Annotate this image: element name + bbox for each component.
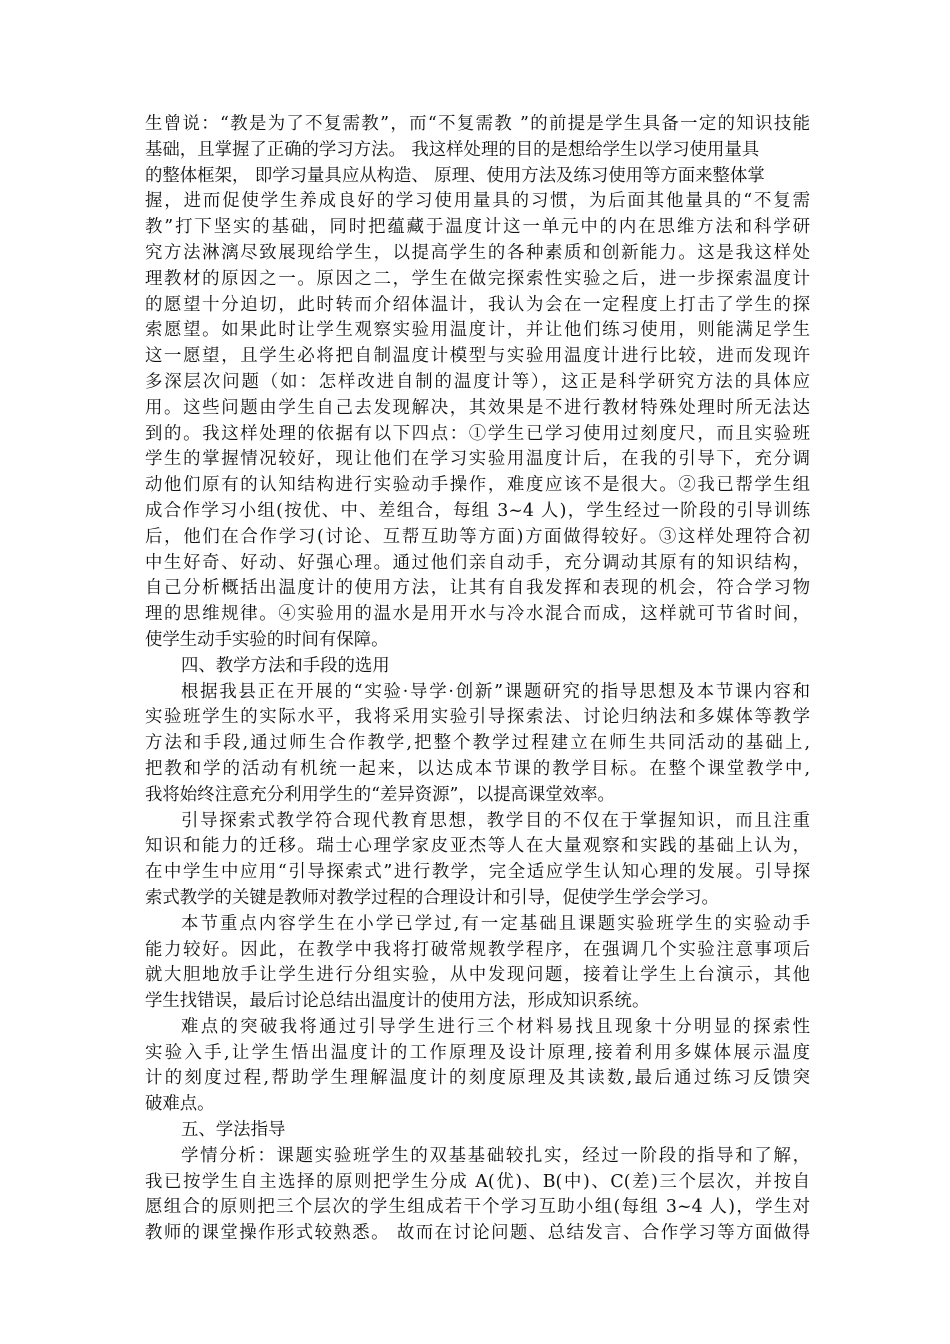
text-line: 用。这些问题由学生自己去发现解决，其效果是不进行教材特殊处理时所无法达 <box>145 397 810 418</box>
text-line: 学生的掌握情况较好，现让他们在学习实验用温度计后，在我的引导下，充分调 <box>145 449 810 470</box>
text-line: 到的。我这样处理的依据有以下四点：①学生已学习使用过刻度尺，而且实验班 <box>145 423 810 444</box>
text-line: 学生找错误，最后讨论总结出温度计的使用方法，形成知识系统。 <box>145 991 650 1012</box>
text-line: 多深层次问题（如：怎样改进自制的温度计等），这正是科学研究方法的具体应 <box>145 371 810 392</box>
text-line: 教”打下坚实的基础，同时把蕴藏于温度计这一单元中的内在思维方法和科学研 <box>145 217 810 238</box>
text-line: 在中学生中应用“引导探索式”进行教学，完全适应学生认知心理的发展。引导探 <box>145 862 810 883</box>
text-line: 我已按学生自主选择的原则把学生分成 A(优)、B(中)、C(差)三个层次，并按自 <box>145 1171 810 1192</box>
text-line: 破难点。 <box>145 1094 215 1115</box>
text-line: 中生好奇、好动、好强心理。通过他们亲自动手，充分调动其原有的知识结构， <box>145 552 810 573</box>
text-line: 能力较好。因此，在教学中我将打破常规教学程序，在强调几个实验注意事项后 <box>145 939 810 960</box>
text-line: 愿组合的原则把三个层次的学生组成若干个学习互助小组(每组 3~4 人)，学生对 <box>145 1197 810 1218</box>
text-line: 实验入手,让学生悟出温度计的工作原理及设计原理,接着利用多媒体展示温度 <box>145 1042 810 1063</box>
text-line: 难点的突破我将通过引导学生进行三个材料易找且现象十分明显的探索性 <box>181 1016 810 1037</box>
text-line: 后，他们在合作学习(讨论、互帮互助等方面)方面做得较好。③这样处理符合初 <box>145 526 810 547</box>
text-line: 学情分析：课题实验班学生的双基基础较扎实，经过一阶段的指导和了解， <box>181 1145 810 1166</box>
text-line: 理的思维规律。④实验用的温水是用开水与冷水混合而成，这样就可节省时间， <box>145 604 810 625</box>
text-line: 生曾说：“教是为了不复需教”，而“不复需教 ”的前提是学生具备一定的知识技能 <box>145 114 810 134</box>
text-line: 计的刻度过程,帮助学生理解温度计的刻度原理及其读数,最后通过练习反馈突 <box>145 1068 810 1089</box>
text-line: 就大胆地放手让学生进行分组实验，从中发现问题，接着让学生上台演示，其他 <box>145 965 810 986</box>
document-page <box>145 112 810 1247</box>
text-line: 根据我县正在开展的“实验·导学·创新”课题研究的指导思想及本节课内容和 <box>181 681 810 702</box>
section-heading: 五、学法指导 <box>181 1120 286 1141</box>
text-line: 教师的课堂操作形式较熟悉。 故而在讨论问题、总结发言、合作学习等方面做得 <box>145 1223 810 1244</box>
text-line: 动他们原有的认知结构进行实验动手操作，难度应该不是很大。②我已帮学生组 <box>145 475 810 496</box>
text-line: 引导探索式教学符合现代教育思想，教学目的不仅在于掌握知识，而且注重 <box>181 810 810 831</box>
text-line: 究方法淋漓尽致展现给学生，以提高学生的各种素质和创新能力。这是我这样处 <box>145 242 810 263</box>
text-line: 使学生动手实验的时间有保障。 <box>145 629 389 650</box>
section-heading: 四、教学方法和手段的选用 <box>181 655 390 676</box>
text-line: 理教材的原因之一。原因之二，学生在做完探索性实验之后，进一步探索温度计 <box>145 268 810 289</box>
text-line: 的愿望十分迫切，此时转而介绍体温计，我认为会在一定程度上打击了学生的探 <box>145 294 810 315</box>
text-line: 这一愿望，且学生必将把自制温度计模型与实验用温度计进行比较，进而发现许 <box>145 346 810 367</box>
text-line: 我将始终注意充分利用学生的“差异资源”，以提高课堂效率。 <box>145 784 615 805</box>
text-line: 的整体框架， 即学习量具应从构造、 原理、使用方法及练习使用等方面来整体掌 <box>145 165 765 186</box>
text-line: 把教和学的活动有机统一起来，以达成本节课的教学目标。在整个课堂教学中, <box>145 758 810 779</box>
text-line: 知识和能力的迁移。瑞士心理学家皮亚杰等人在大量观察和实践的基础上认为， <box>145 836 810 857</box>
text-line: 自己分析概括出温度计的使用方法，让其有自我发挥和表现的机会，符合学习物 <box>145 578 810 599</box>
text-line: 实验班学生的实际水平，我将采用实验引导探索法、讨论归纳法和多媒体等教学 <box>145 707 810 728</box>
text-line: 索愿望。如果此时让学生观察实验用温度计，并让他们练习使用，则能满足学生 <box>145 320 810 341</box>
text-line: 成合作学习小组(按优、中、差组合，每组 3~4 人)，学生经过一阶段的引导训练 <box>145 500 810 521</box>
text-line: 基础，且掌握了正确的学习方法。 我这样处理的目的是想给学生以学习使用量具 <box>145 139 760 160</box>
text-line: 握，进而促使学生养成良好的学习使用量具的习惯，为后面其他量具的“不复需 <box>145 191 810 212</box>
text-line: 本节重点内容学生在小学已学过,有一定基础且课题实验班学生的实验动手 <box>181 913 810 934</box>
text-line: 方法和手段,通过师生合作教学,把整个教学过程建立在师生共同活动的基础上, <box>145 733 810 754</box>
text-line: 索式教学的关键是教师对教学过程的合理设计和引导，促使学生学会学习。 <box>145 887 719 908</box>
